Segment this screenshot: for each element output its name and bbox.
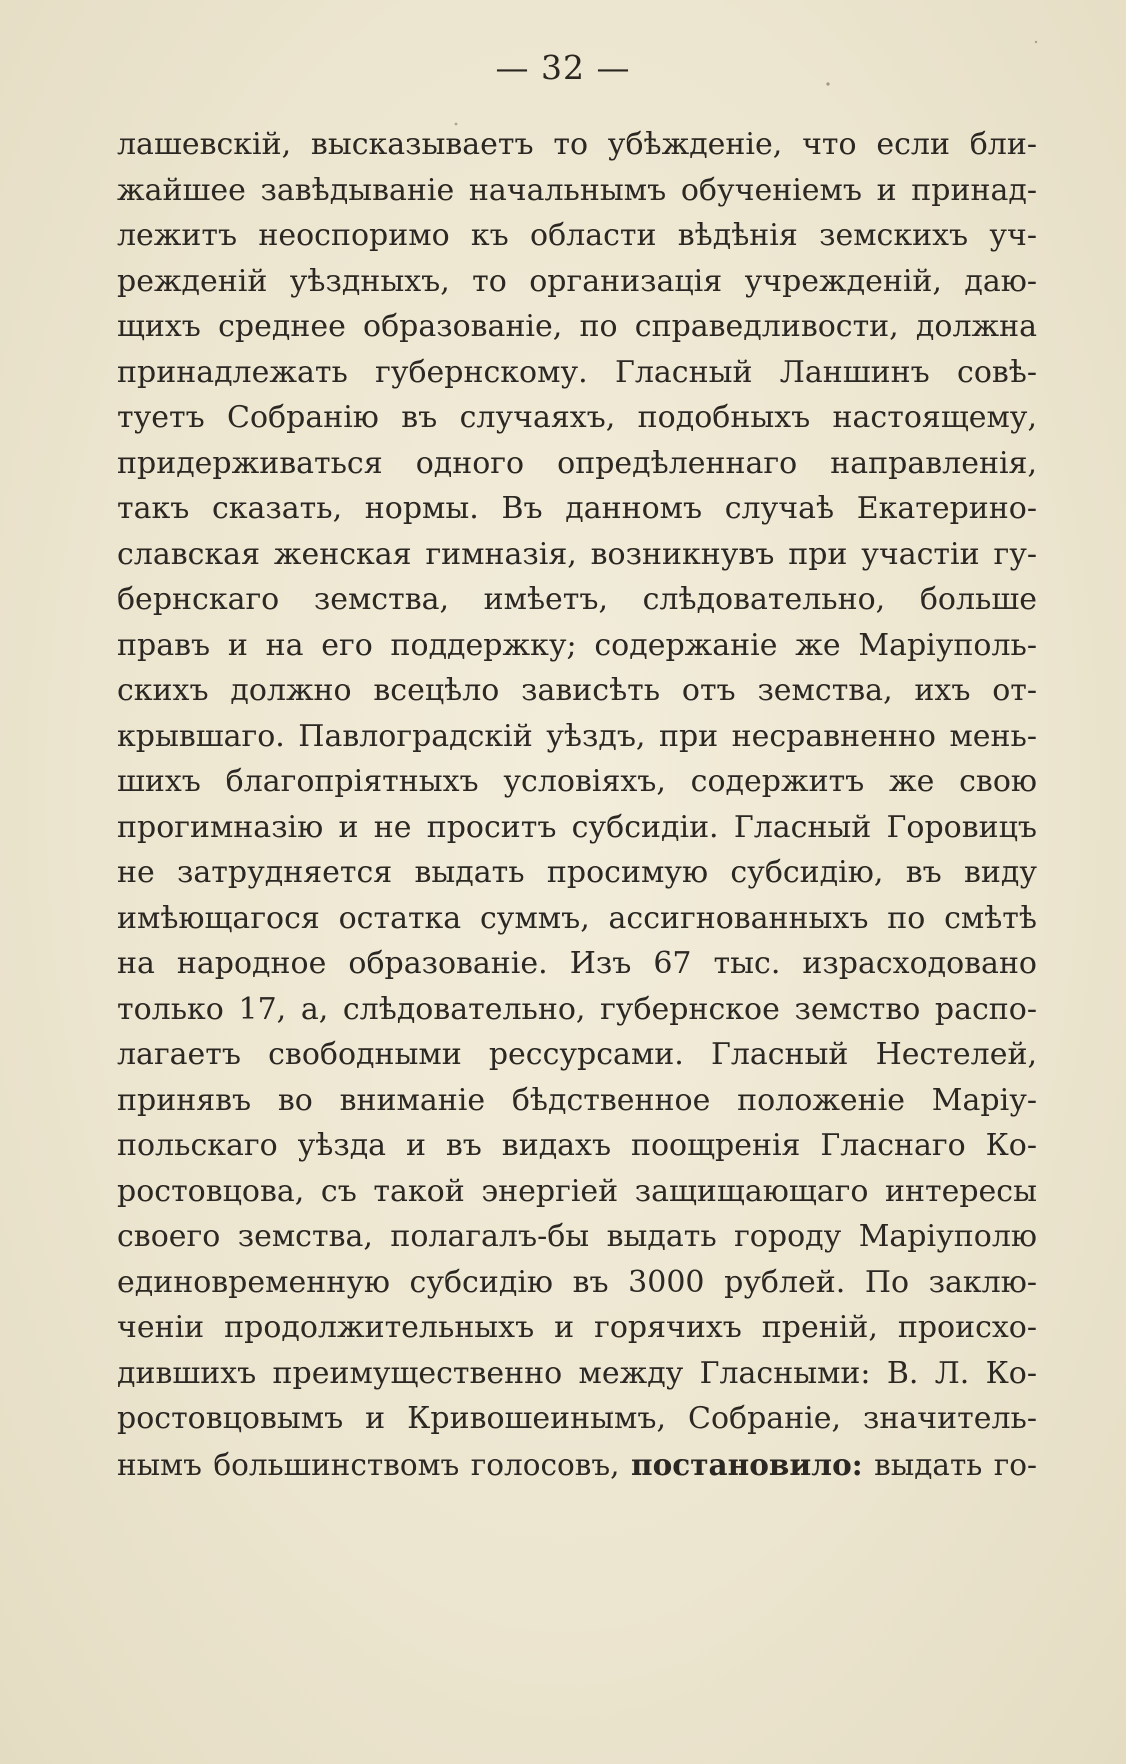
text-line: принадлежать губернскому. Гласный Ланшинъ совѣ- bbox=[117, 354, 1037, 390]
text-line: ростовцова, съ такой энергіей защищающаго интересы bbox=[117, 1173, 1037, 1209]
text-line: лашевскій, высказываетъ то убѣжденіе, что если бли- bbox=[117, 127, 1037, 162]
text-line: имѣющагося остатка суммъ, ассигнованныхъ по смѣтѣ bbox=[117, 900, 1037, 936]
text-line: принявъ во вниманіе бѣдственное положеніе Маріу- bbox=[117, 1082, 1037, 1118]
text-line: скихъ должно всецѣло зависѣть отъ земства, ихъ от- bbox=[117, 673, 1037, 708]
resolution-word: постановило: bbox=[631, 1446, 863, 1482]
text-line: только 17, а, слѣдовательно, губернское земство распо- bbox=[117, 991, 1037, 1027]
text-line: единовременную субсидію въ 3000 рублей. По заклю- bbox=[117, 1264, 1037, 1300]
text-line: не затрудняется выдать просимую субсидію, въ виду bbox=[117, 855, 1037, 890]
text-line: прогимназію и не проситъ субсидіи. Гласный Горовицъ bbox=[117, 809, 1037, 845]
text-line: славская женская гимназія, возникнувъ при участіи гу- bbox=[117, 536, 1037, 572]
text-line-last-start: нымъ большинствомъ голосовъ, bbox=[117, 1447, 631, 1482]
text-line: такъ сказать, нормы. Въ данномъ случаѣ Екатерино- bbox=[117, 491, 1037, 526]
text-line-last bbox=[117, 1442, 1037, 1488]
text-line: лежитъ неоспоримо къ области вѣдѣнія земскихъ уч- bbox=[117, 218, 1037, 253]
text-line: туетъ Собранію въ случаяхъ, подобныхъ настоящему, bbox=[117, 400, 1037, 435]
text-line: ростовцовымъ и Кривошеинымъ, Собраніе, значитель- bbox=[117, 1401, 1037, 1436]
text-line: крывшаго. Павлоградскій уѣздъ, при несравненно мень- bbox=[117, 718, 1037, 754]
text-line: бернскаго земства, имѣетъ, слѣдовательно, больше bbox=[117, 582, 1037, 617]
text-line: польскаго уѣзда и въ видахъ поощренія Гласнаго Ко- bbox=[117, 1128, 1037, 1163]
text-line: своего земства, полагалъ-бы выдать городу Маріуполю bbox=[117, 1219, 1037, 1254]
text-line-last-end: выдать го- bbox=[862, 1447, 1037, 1482]
text-line: шихъ благопріятныхъ условіяхъ, содержитъ же свою bbox=[117, 764, 1037, 799]
text-line: лагаетъ свободными рессурсами. Гласный Нестелей, bbox=[117, 1037, 1037, 1072]
text-line: ченіи продолжительныхъ и горячихъ преній, происхо- bbox=[117, 1310, 1037, 1345]
text-line: жайшее завѣдываніе начальнымъ обученіемъ и принад- bbox=[117, 172, 1037, 208]
page-number: — 32 — bbox=[495, 48, 631, 87]
text-line: придерживаться одного опредѣленнаго направленія, bbox=[117, 445, 1037, 481]
text-line: на народное образованіе. Изъ 67 тыс. израсходовано bbox=[117, 946, 1037, 981]
text-line: дившихъ преимущественно между Гласными: В. Л. Ко- bbox=[117, 1355, 1037, 1391]
body-text bbox=[117, 122, 1037, 1487]
text-line: режденій уѣздныхъ, то организація учрежденій, даю- bbox=[117, 263, 1037, 299]
text-line: щихъ среднее образованіе, по справедливости, должна bbox=[117, 309, 1037, 344]
text-line: правъ и на его поддержку; содержаніе же Маріуполь- bbox=[117, 627, 1037, 663]
